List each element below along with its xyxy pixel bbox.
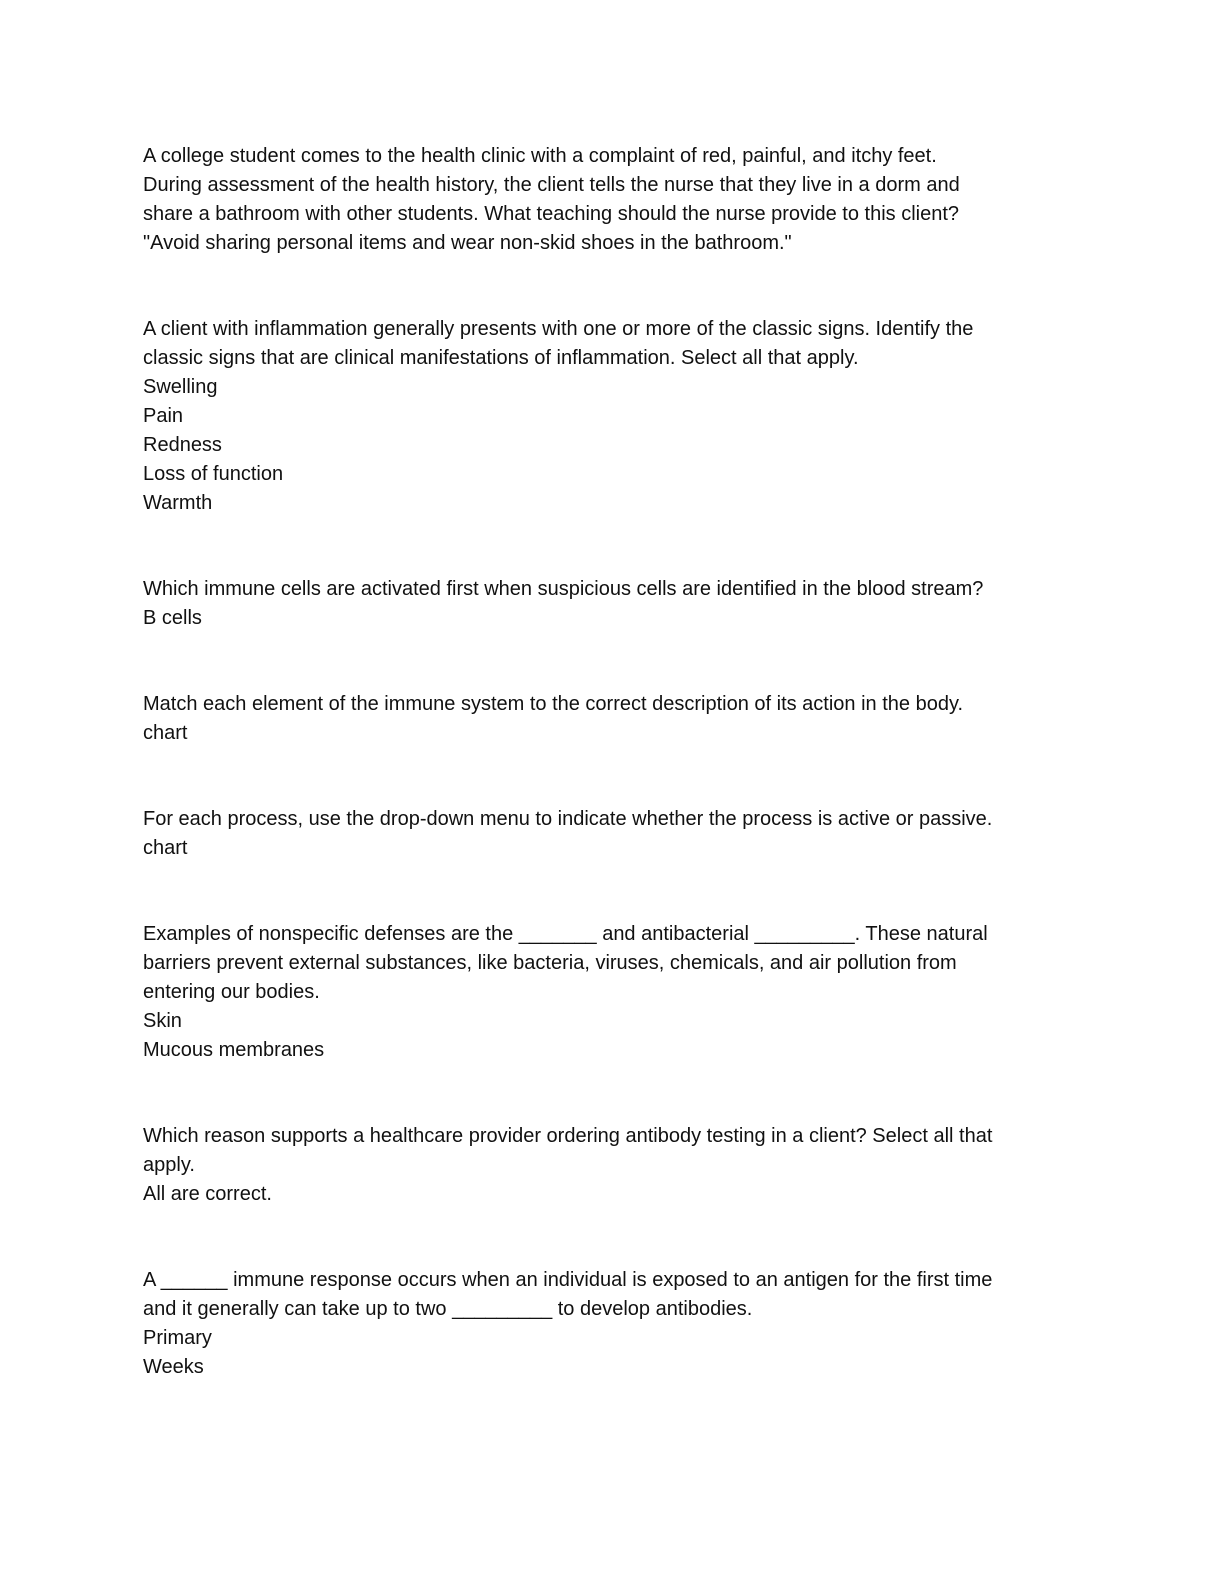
answer-text: chart	[143, 837, 188, 859]
question-text-line: During assessment of the health history, the client tells the nurse that they live in a dorm and	[143, 174, 960, 196]
answer-text: All are correct.	[143, 1183, 272, 1205]
answer-text: Pain	[143, 405, 184, 427]
answer-text: Weeks	[143, 1356, 204, 1378]
answer-text: Swelling	[143, 376, 218, 398]
question-text-line: A college student comes to the health clinic with a complaint of red, painful, and itchy feet.	[143, 145, 937, 167]
question-text-line: Examples of nonspecific defenses are the _______ and antibacterial _________. These natural	[143, 923, 988, 945]
answer-text: Skin	[143, 1010, 182, 1032]
answer-text: Primary	[143, 1327, 212, 1349]
question-block	[143, 1122, 1083, 1209]
question-text-line: entering our bodies.	[143, 981, 320, 1003]
question-block	[143, 805, 1083, 863]
question-block	[143, 575, 1083, 633]
question-block	[143, 315, 1083, 518]
answer-text: Loss of function	[143, 463, 284, 485]
question-text-line: and it generally can take up to two _________ to develop antibodies.	[143, 1298, 753, 1320]
answer-text: "Avoid sharing personal items and wear non-skid shoes in the bathroom."	[143, 232, 792, 254]
question-text-line: A client with inflammation generally presents with one or more of the classic signs. Identify the	[143, 318, 974, 340]
answer-text: chart	[143, 722, 188, 744]
question-text-line: classic signs that are clinical manifestations of inflammation. Select all that apply.	[143, 347, 859, 369]
document-page	[143, 142, 1083, 1382]
question-block	[143, 920, 1083, 1065]
answer-text: Mucous membranes	[143, 1039, 325, 1061]
question-text-line: share a bathroom with other students. What teaching should the nurse provide to this client?	[143, 203, 960, 225]
question-text-line: apply.	[143, 1154, 195, 1176]
question-text-line: Which reason supports a healthcare provider ordering antibody testing in a client? Select all that	[143, 1125, 993, 1147]
answer-text: B cells	[143, 607, 202, 629]
answer-text: Warmth	[143, 492, 213, 514]
answer-text: Redness	[143, 434, 222, 456]
question-block	[143, 690, 1083, 748]
question-text-line: Match each element of the immune system to the correct description of its action in the body.	[143, 693, 964, 715]
question-text-line: For each process, use the drop-down menu to indicate whether the process is active or passive.	[143, 808, 993, 830]
question-text-line: barriers prevent external substances, like bacteria, viruses, chemicals, and air pollution from	[143, 952, 957, 974]
question-text-line: A ______ immune response occurs when an individual is exposed to an antigen for the first time	[143, 1269, 993, 1291]
question-block	[143, 1266, 1083, 1382]
question-block	[143, 142, 1083, 258]
question-text-line: Which immune cells are activated first when suspicious cells are identified in the blood stream?	[143, 578, 984, 600]
